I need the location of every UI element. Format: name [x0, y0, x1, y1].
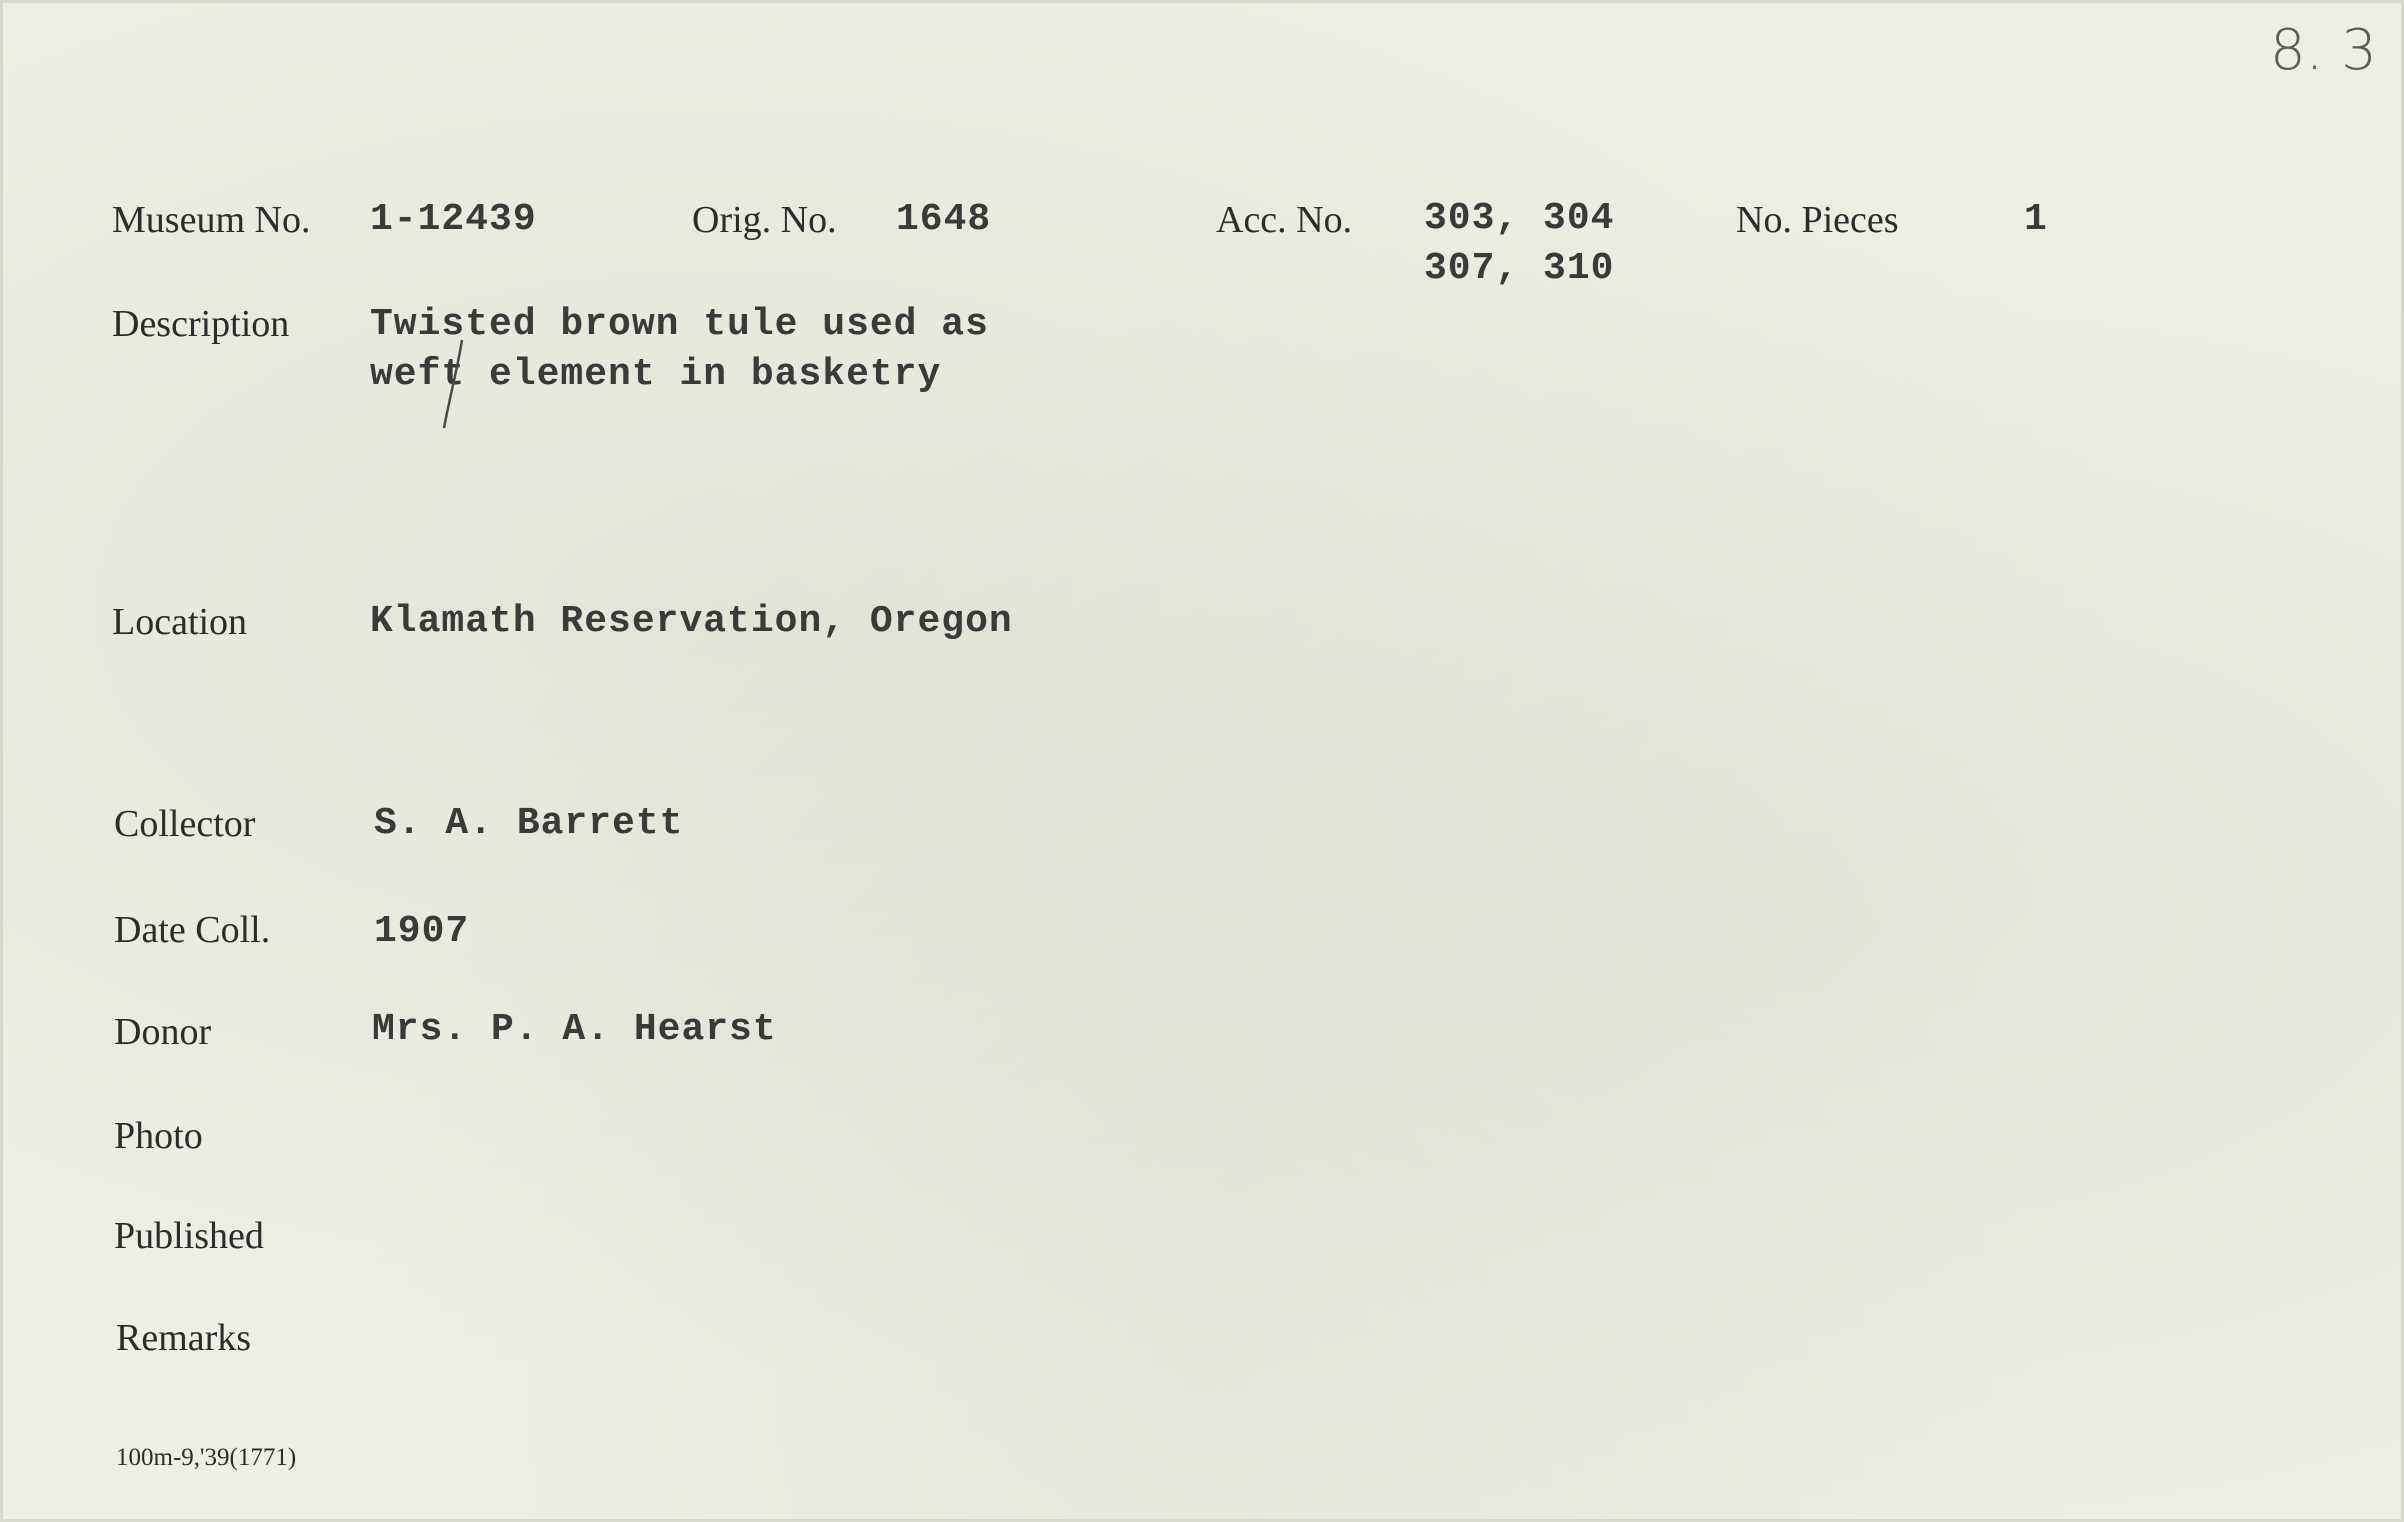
museum-no-label: Museum No. [112, 199, 311, 241]
description-line-2: weft element in basketry [370, 353, 942, 396]
acc-no-label: Acc. No. [1216, 199, 1353, 241]
orig-no-label: Orig. No. [692, 199, 837, 241]
description-label: Description [112, 303, 290, 345]
handwritten-slash-mark [432, 336, 472, 436]
location-label: Location [112, 601, 248, 643]
photo-label: Photo [114, 1115, 203, 1157]
collector-label: Collector [114, 803, 256, 845]
donor-value: Mrs. P. A. Hearst [372, 1008, 777, 1051]
remarks-label: Remarks [116, 1317, 252, 1359]
acc-no-line-2: 307, 310 [1424, 247, 1615, 290]
museum-no-value: 1-12439 [370, 198, 537, 241]
no-pieces-value: 1 [2024, 198, 2048, 241]
donor-label: Donor [114, 1011, 212, 1053]
no-pieces-label: No. Pieces [1736, 199, 1899, 241]
corner-note: 8. 3 [2270, 18, 2377, 83]
date-coll-label: Date Coll. [114, 909, 271, 951]
date-coll-value: 1907 [374, 910, 470, 953]
acc-no-value [1424, 194, 1614, 294]
form-print-code: 100m-9,'39(1771) [116, 1444, 297, 1471]
description-line-1: Twisted brown tule used as [370, 303, 989, 346]
orig-no-value: 1648 [896, 198, 992, 241]
acc-no-line-1: 303, 304 [1424, 197, 1615, 240]
location-value: Klamath Reservation, Oregon [370, 600, 1013, 643]
published-label: Published [114, 1215, 264, 1257]
collector-value: S. A. Barrett [374, 802, 684, 845]
